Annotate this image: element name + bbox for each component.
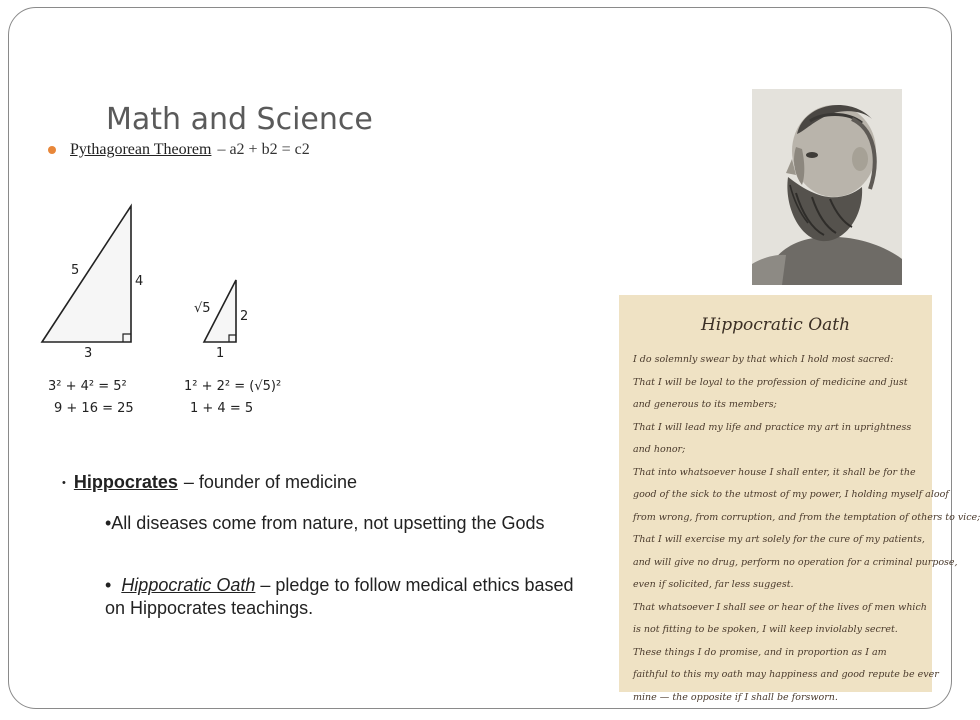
small-eq1: 1² + 2² = (√5)² bbox=[184, 379, 282, 394]
hippocratic-oath-image bbox=[619, 295, 980, 703]
oath-line: faithful to this my oath may happiness and good repute be ever bbox=[633, 669, 939, 680]
hippocrates-bullet bbox=[62, 472, 357, 493]
oath-point bbox=[105, 574, 575, 620]
triangle-diagrams bbox=[34, 200, 294, 424]
oath-image-title: Hippocratic Oath bbox=[700, 315, 851, 335]
oath-line: from wrong, from corruption, and from the temptation of others to vice; bbox=[633, 511, 980, 523]
oath-line: These things I do promise, and in proportion as I am bbox=[633, 646, 887, 658]
large-hyp-label: 5 bbox=[71, 263, 80, 278]
oath-point-bullet: • bbox=[105, 575, 122, 595]
large-eq1: 3² + 4² = 5² bbox=[48, 379, 127, 394]
small-base-label: 1 bbox=[216, 346, 225, 361]
oath-line: and honor; bbox=[633, 444, 686, 455]
large-base-label: 3 bbox=[84, 346, 93, 361]
oath-line: That I will exercise my art solely for the cure of my patients, bbox=[633, 534, 925, 545]
oath-line: That I will be loyal to the profession of medicine and just bbox=[633, 376, 908, 388]
large-side-label: 4 bbox=[135, 274, 144, 289]
hippocrates-desc: – founder of medicine bbox=[183, 472, 357, 492]
bullet-dot-icon bbox=[48, 146, 56, 154]
pythagorean-formula: – a2 + b2 = c2 bbox=[217, 141, 310, 158]
small-side-label: 2 bbox=[240, 309, 249, 324]
oath-line: even if solicited, far less suggest. bbox=[633, 579, 794, 590]
oath-line: good of the sick to the utmost of my power, I holding myself aloof bbox=[633, 489, 949, 500]
bullet-dot-icon: • bbox=[62, 477, 66, 489]
oath-point-desc: – pledge to follow medical ethics based on Hippocrates teachings. bbox=[105, 575, 574, 618]
pythagorean-bullet bbox=[48, 141, 310, 159]
oath-line: I do solemnly swear by that which I hold most sacred: bbox=[633, 354, 894, 365]
oath-line: mine — the opposite if I shall be forsworn. bbox=[633, 691, 838, 703]
large-triangle bbox=[42, 206, 131, 342]
hippocrates-portrait bbox=[752, 89, 902, 285]
oath-line: and will give no drug, perform no operation for a criminal purpose, bbox=[633, 556, 958, 568]
small-eq2: 1 + 4 = 5 bbox=[190, 401, 254, 416]
oath-term: Hippocratic Oath bbox=[121, 575, 256, 595]
oath-line: is not fitting to be spoken, I will keep inviolably secret. bbox=[633, 624, 898, 635]
oath-image-text bbox=[633, 349, 980, 709]
diseases-point: •All diseases come from nature, not upsetting the Gods bbox=[105, 513, 545, 533]
oath-line: and generous to its members; bbox=[633, 399, 777, 410]
portrait-engraving bbox=[752, 89, 902, 285]
large-eq2: 9 + 16 = 25 bbox=[54, 401, 134, 416]
pythagorean-term: Pythagorean Theorem bbox=[70, 141, 212, 158]
oath-line: That I will lead my life and practice my art in uprightness bbox=[633, 421, 912, 433]
hippocrates-name: Hippocrates bbox=[73, 472, 178, 492]
slide-title: Math and Science bbox=[106, 102, 373, 137]
small-hyp-label: √5 bbox=[194, 301, 211, 316]
oath-line: That into whatsoever house I shall enter, it shall be for the bbox=[633, 466, 916, 478]
oath-line: That whatsoever I shall see or hear of the lives of men which bbox=[633, 601, 927, 613]
